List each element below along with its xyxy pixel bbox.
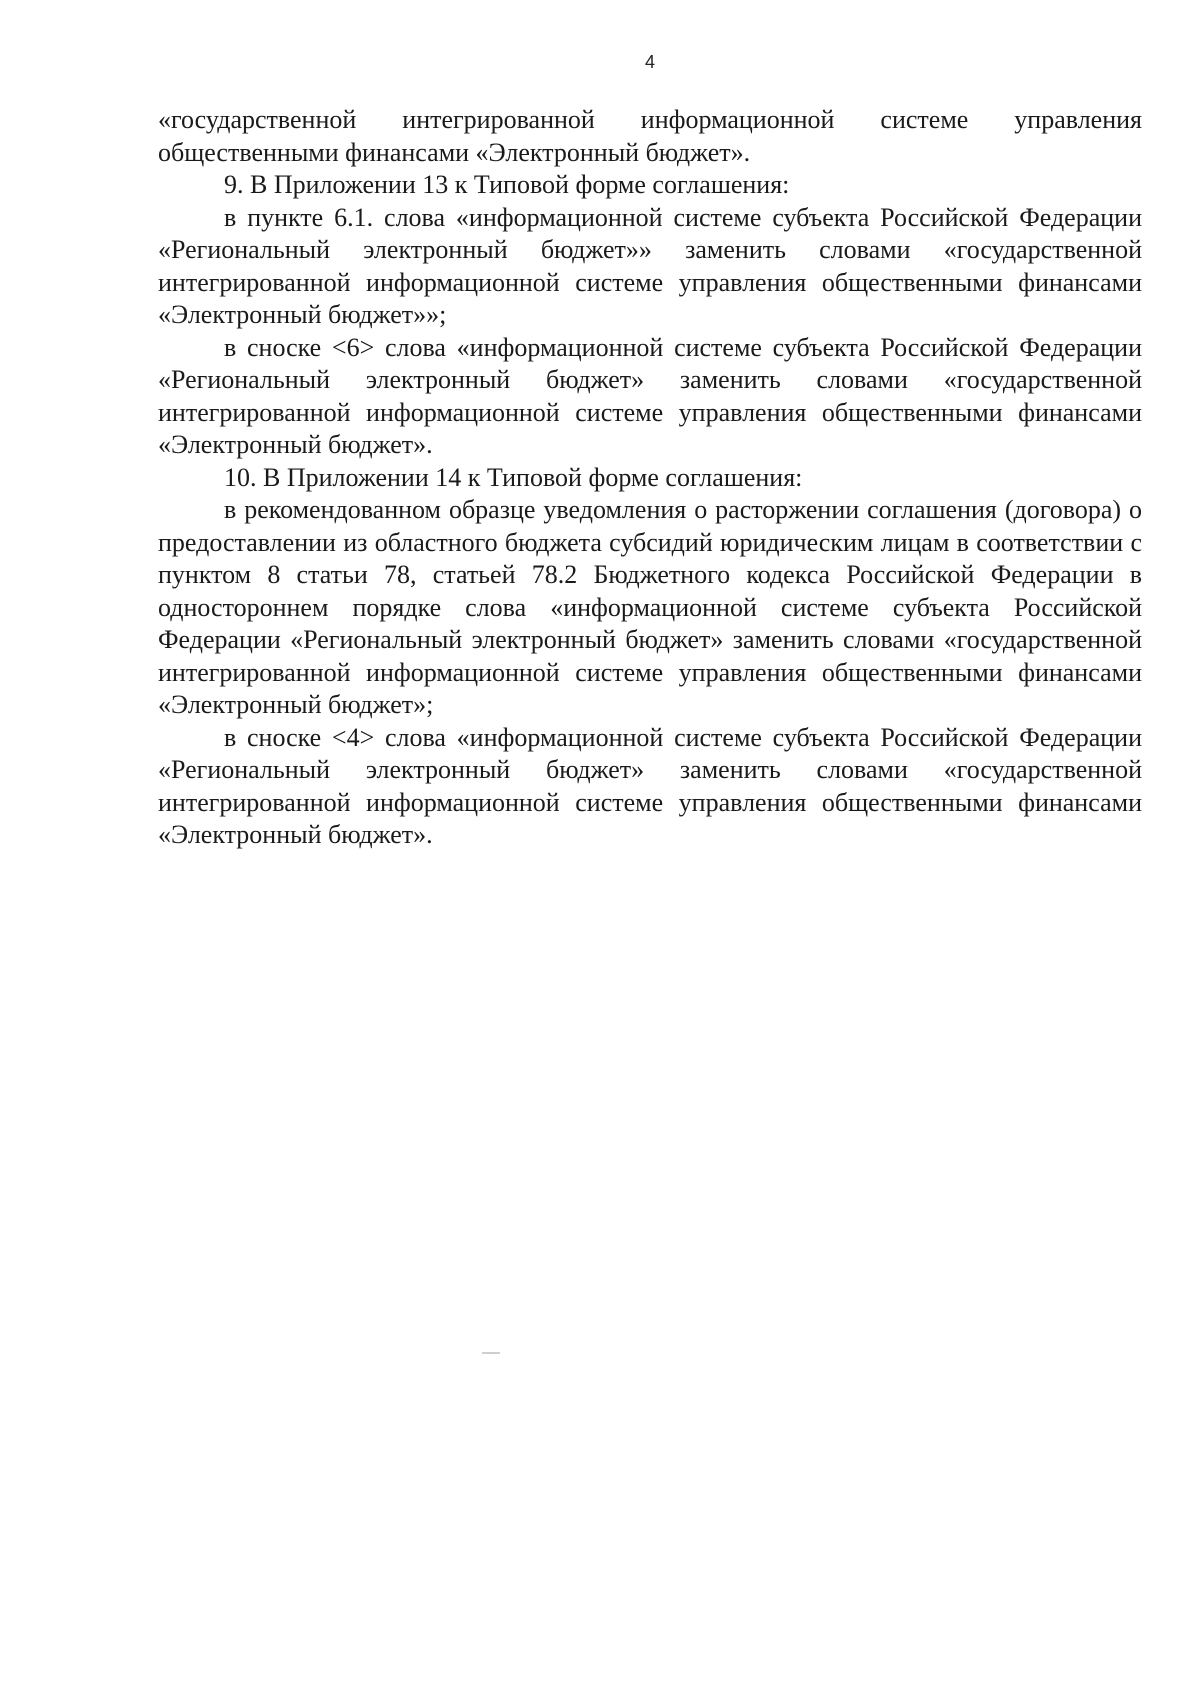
paragraph-item-9-heading: 9. В Приложении 13 к Типовой форме соглашения: (224, 170, 790, 199)
document-body (158, 104, 1142, 852)
paragraph-item-9-footnote-6: в сноске <6> слова «информационной системе субъекта Российской Федерации «Региональный электронный бюджет» заменить словами «государственной интегрированной информационной системе управления общественными финансами «Электронный бюджет». (158, 332, 1142, 459)
paragraph-item-10-heading: 10. В Приложении 14 к Типовой форме соглашения: (224, 462, 803, 492)
paragraph-item-10-footnote-4: в сноске <4> слова «информационной системе субъекта Российской Федерации «Региональный электронный бюджет» заменить словами «государственной интегрированной информационной системе управления общественными финансами «Электронный бюджет». (158, 722, 1142, 849)
scan-mark (482, 1352, 500, 1354)
paragraph-item-9-point-6-1: в пункте 6.1. слова «информационной системе субъекта Российской Федерации «Региональный электронный бюджет»» заменить словами «государственной интегрированной информационной системе управления общественными финансами «Электронный бюджет»»; (158, 202, 1142, 329)
page-number: 4 (644, 52, 655, 72)
paragraph-item-10-notice-sample: в рекомендованном образце уведомления о расторжении соглашения (договора) о предоставлении из областного бюджета субсидий юридическим лицам в соответствии с пунктом 8 статьи 78, статьей 78.2 Бюджетного кодекса Российской Федерации в одностороннем порядке слова «информационной системе субъекта Российской Федерации «Региональный электронный бюджет» заменить словами «государственной интегрированной информационной системе управления общественными финансами «Электронный бюджет»; (158, 495, 1142, 719)
paragraph-continuation: «государственной интегрированной информационной системе управления общественными финансами «Электронный бюджет». (158, 105, 1142, 167)
